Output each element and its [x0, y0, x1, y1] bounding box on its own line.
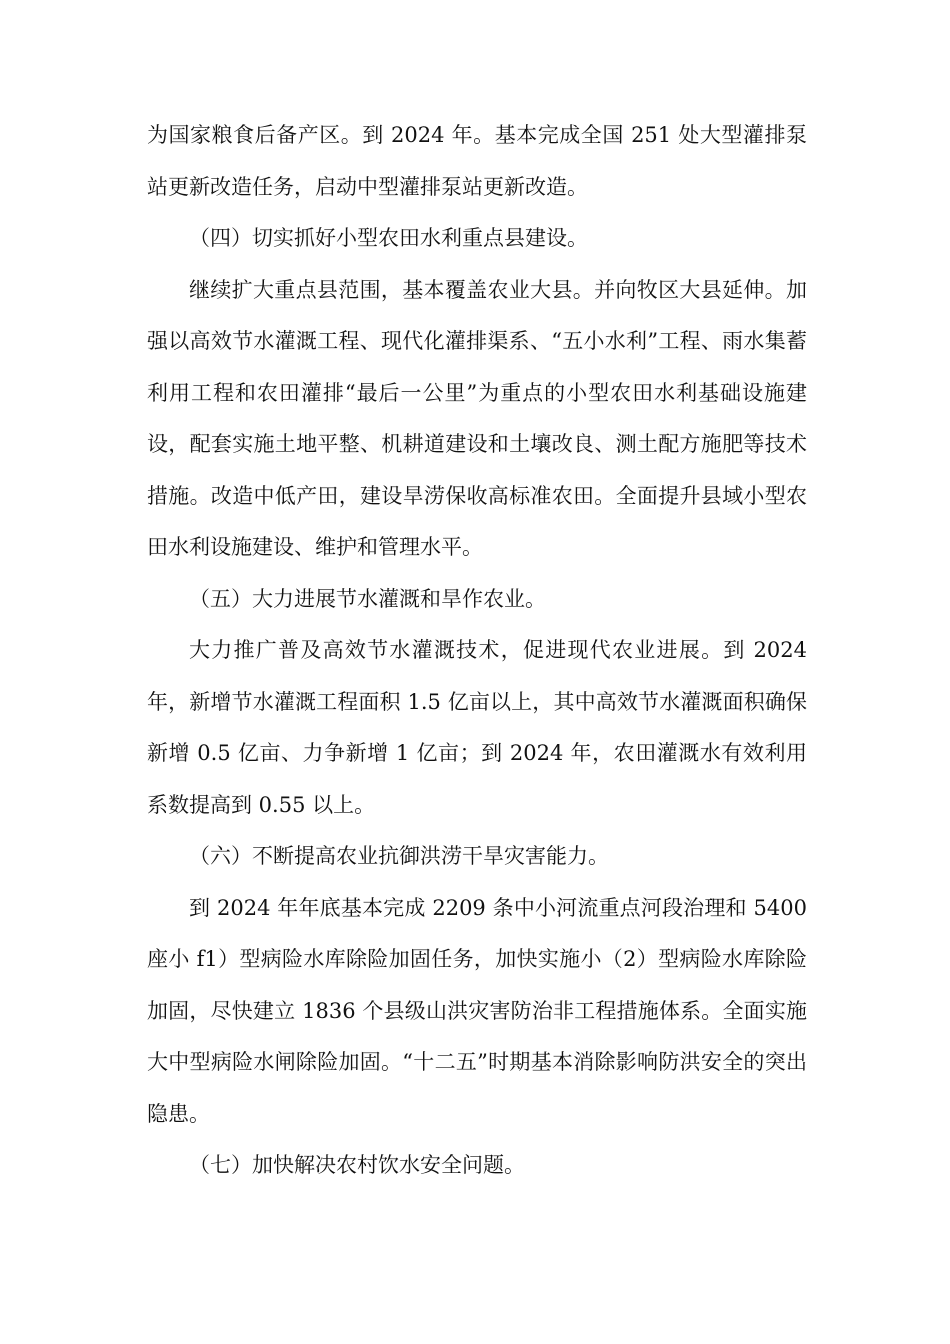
section-heading: （六）不断提高农业抗御洪涝干旱灾害能力。	[189, 844, 609, 868]
section-heading: （四）切实抓好小型农田水利重点县建设。	[189, 226, 588, 250]
document-body	[147, 110, 807, 1192]
body-paragraph: 继续扩大重点县范围，基本覆盖农业大县。并向牧区大县延伸。加强以高效节水灌溉工程、现代化灌排渠系、“五小水利”工程、雨水集蓄利用工程和农田灌排“最后一公里”为重点的小型农田水利基础设施建设，配套实施土地平整、机耕道建设和土壤改良、测土配方施肥等技术措施。改造中低产田，建设旱涝保收高标准农田。全面提升县域小型农田水利设施建设、维护和管理水平。	[147, 277, 807, 559]
body-paragraph: 为国家粮食后备产区。到 2024 年。基本完成全国 251 处大型灌排泵站更新改造任务，启动中型灌排泵站更新改造。	[147, 123, 807, 199]
section-heading: （五）大力进展节水灌溉和旱作农业。	[189, 586, 546, 611]
section-heading: （七）加快解决农村饮水安全问题。	[189, 1153, 525, 1177]
body-paragraph: 到 2024 年年底基本完成 2209 条中小河流重点河段治理和 5400 座小 f1）型病险水库除险加固任务，加快实施小（2）型病险水库除险加固，尽快建立 1836 个县级山洪灾害防治非工程措施体系。全面实施大中型病险水闸除险加固。“十二五”时期基本消除影响防洪安全的突出隐患。	[147, 895, 807, 1126]
body-paragraph: 大力推广普及高效节水灌溉技术，促进现代农业进展。到 2024 年，新增节水灌溉工程面积 1.5 亿亩以上，其中高效节水灌溉面积确保新增 0.5 亿亩、力争新增 1 亿亩；到 2024 年，农田灌溉水有效利用系数提高到 0.55 以上。	[147, 638, 807, 817]
